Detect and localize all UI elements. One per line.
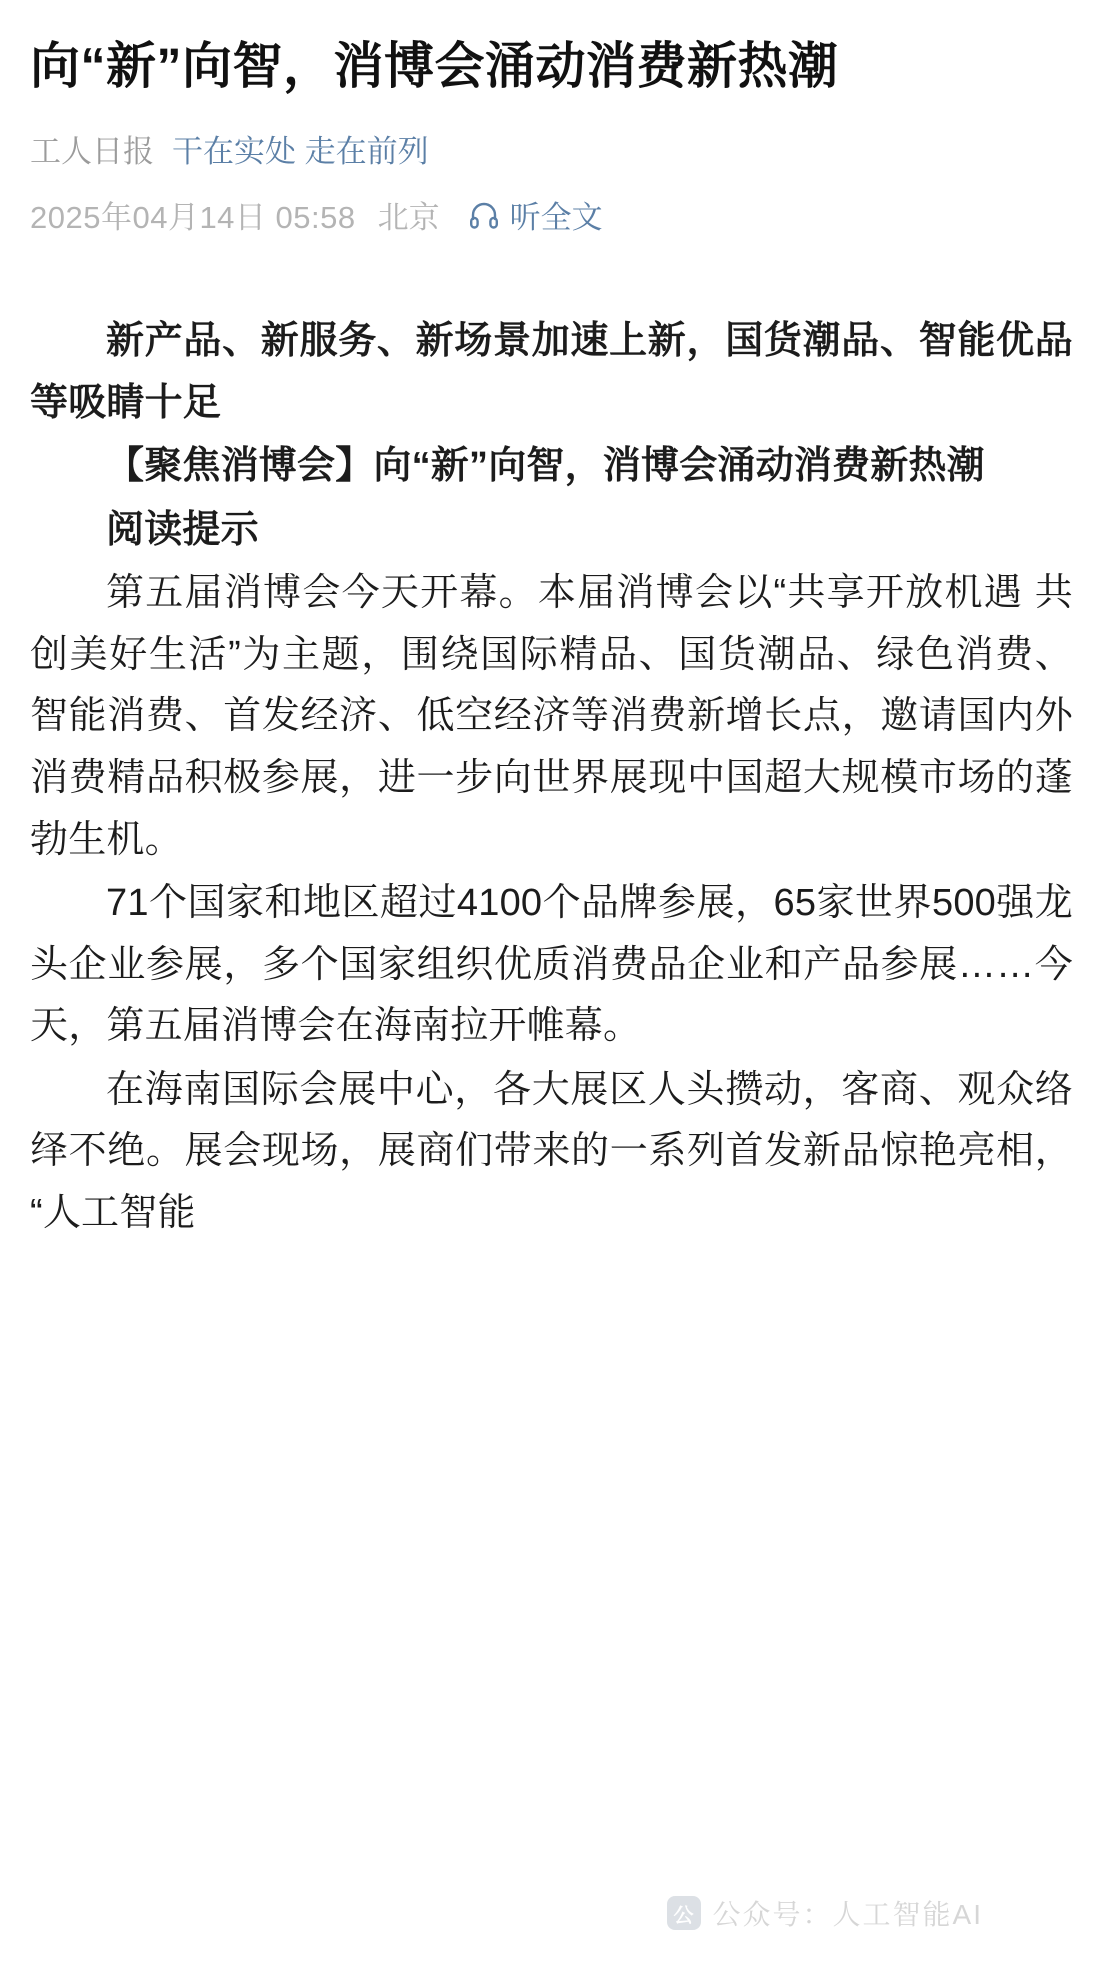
article-paragraph: 阅读提示 (106, 508, 259, 551)
article-location: 北京 (377, 200, 440, 236)
article-datetime: 2025年04月14日 05:58 (30, 200, 356, 236)
watermark-badge-icon: 公 (667, 1896, 701, 1930)
article-paragraph: 【聚焦消博会】向“新”向智，消博会涌动消费新热潮 (106, 445, 985, 488)
watermark-text: 公众号：人工智能AI (712, 1899, 983, 1930)
article-source: 工人日报 (30, 134, 154, 169)
article-body (30, 311, 1073, 1244)
listen-full-text-label: 听全文 (509, 200, 603, 236)
article-meta-primary (30, 133, 1073, 170)
article-column-link[interactable]: 干在实处 走在前列 (172, 134, 429, 169)
listen-full-text-button[interactable] (468, 192, 603, 237)
article-paragraph: 71个国家和地区超过4100个品牌参展，65家世界500强龙头企业参展，多个国家组织优质消费品企业和产品参展……今天，第五届消博会在海南拉开帷幕。 (30, 882, 1073, 1048)
article-paragraph: 在海南国际会展中心，各大展区人头攒动，客商、观众络绎不绝。展会现场，展商们带来的一系列首发新品惊艳亮相，“人工智能 (30, 1068, 1073, 1234)
article-meta-secondary (30, 192, 1073, 237)
article-paragraph: 新产品、新服务、新场景加速上新，国货潮品、智能优品等吸睛十足 (30, 320, 1073, 424)
watermark (667, 1893, 983, 1933)
article-paragraph: 第五届消博会今天开幕。本届消博会以“共享开放机遇 共创美好生活”为主题，围绕国际精品、国货潮品、绿色消费、智能消费、首发经济、低空经济等消费新增长点，邀请国内外消费精品积极参展，进一步向世界展现中国超大规模市场的蓬勃生机。 (30, 572, 1073, 861)
headphone-icon (468, 199, 500, 231)
page-title: 向“新”向智，消博会涌动消费新热潮 (30, 38, 839, 94)
